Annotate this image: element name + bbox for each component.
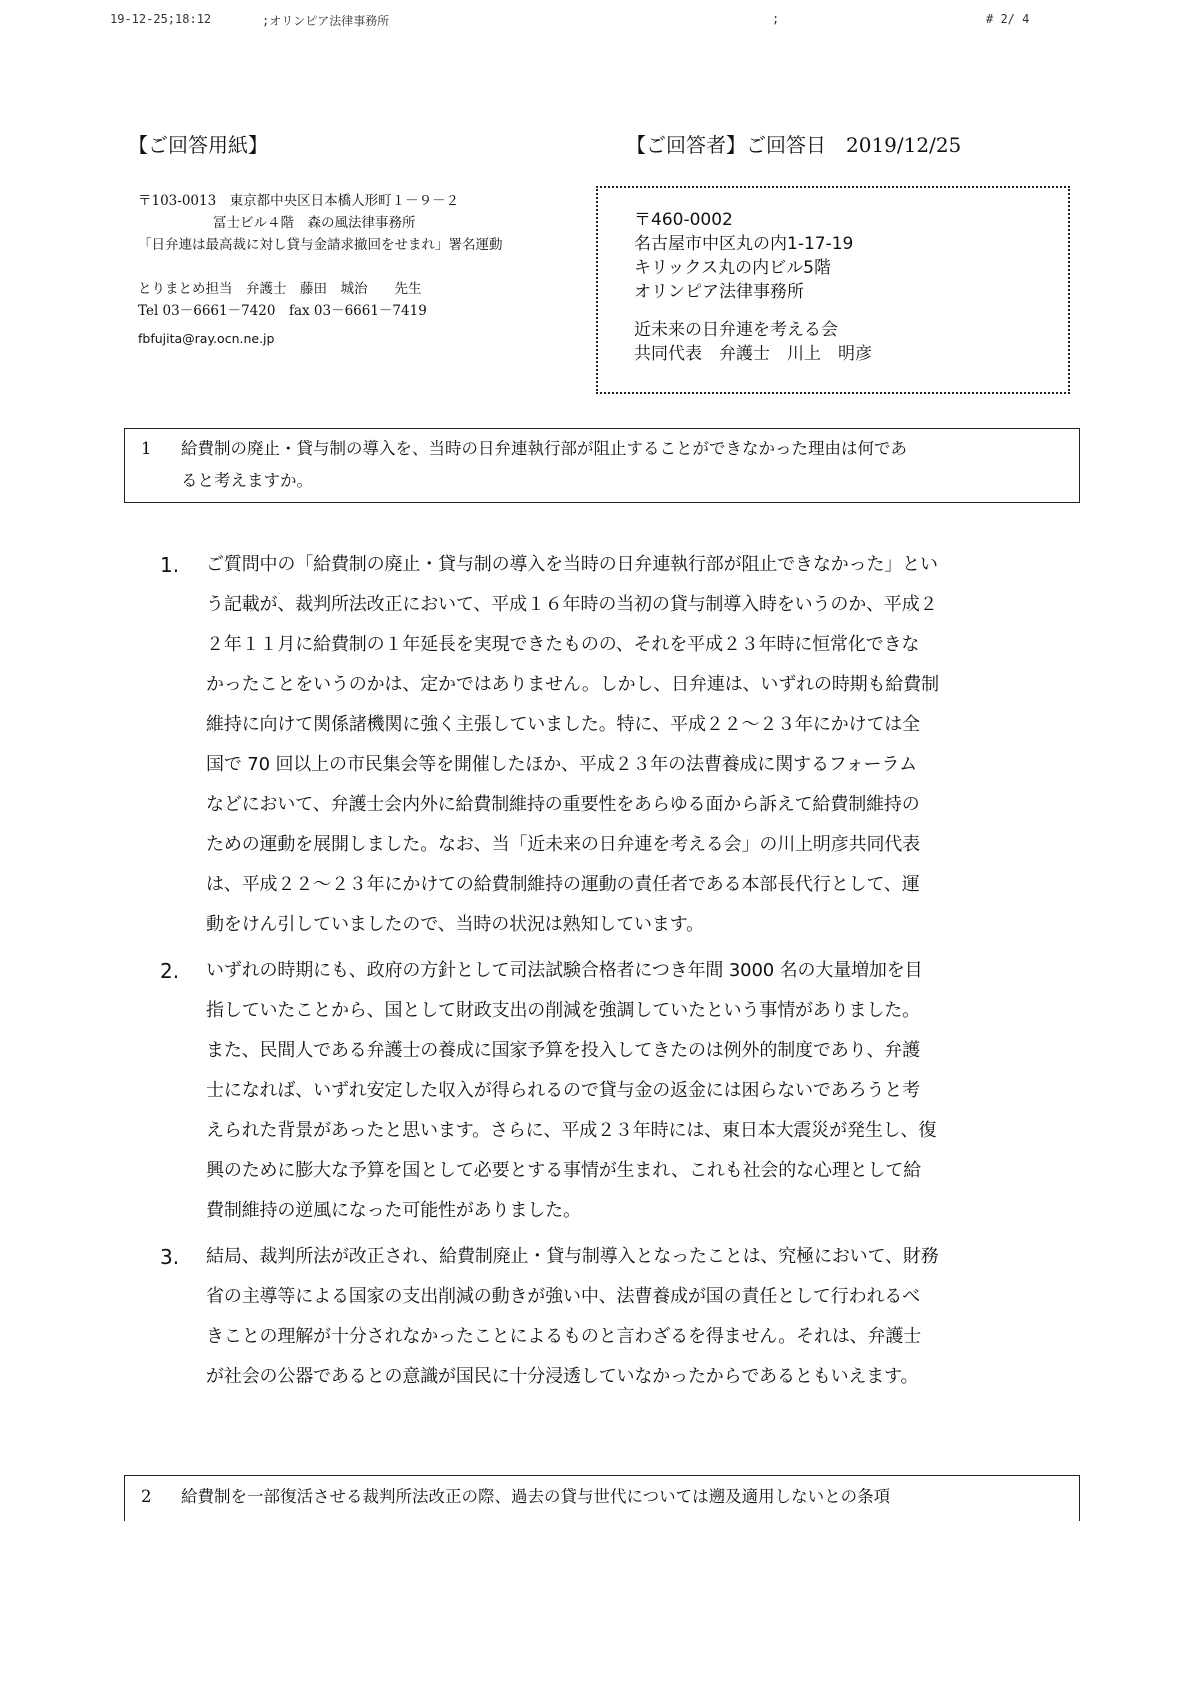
- answer-line: 指していたことから、国として財政支出の削減を強調していたという事情がありました。: [206, 1000, 920, 1021]
- answer-line: 結局、裁判所法が改正され、給費制廃止・貸与制導入となったことは、究極において、財務: [206, 1246, 939, 1267]
- answer-number: 1.: [160, 553, 180, 577]
- respondent-address: 名古屋市中区丸の内1-17-19: [634, 234, 854, 254]
- fax-page-number: # 2/ 4: [986, 12, 1030, 26]
- sender-email: fbfujita@ray.ocn.ne.jp: [138, 331, 275, 346]
- answer-line: が社会の公器であるとの意識が国民に十分浸透していなかったからであるともいえます。: [206, 1366, 919, 1387]
- sender-phone-fax: Tel 03－6661－7420 fax 03－6661－7419: [138, 303, 427, 319]
- answer-line: えられた背景があったと思います。さらに、平成２３年時には、東日本大震災が発生し、復: [206, 1120, 937, 1141]
- respondent-firm: オリンピア法律事務所: [634, 282, 804, 302]
- answer-line: ための運動を展開しました。なお、当「近未来の日弁連を考える会」の川上明彦共同代表: [206, 834, 920, 855]
- question-number: 1: [141, 439, 152, 458]
- respondent-building: キリックス丸の内ビル5階: [634, 258, 831, 278]
- answer-line: ２年１１月に給費制の１年延長を実現できたものの、それを平成２３年時に恒常化できな: [206, 634, 920, 655]
- answer-line: かったことをいうのかは、定かではありません。しかし、日弁連は、いずれの時期も給費制: [206, 674, 939, 695]
- answer-line: きことの理解が十分されなかったことによるものと言わざるを得ません。それは、弁護士: [206, 1326, 922, 1347]
- sender-contact-person: とりまとめ担当 弁護士 藤田 城治 先生: [138, 281, 422, 297]
- answer-line: 士になれば、いずれ安定した収入が得られるので貸与金の返金には困らないであろうと考: [206, 1080, 920, 1101]
- question-text: 給費制の廃止・貸与制の導入を、当時の日弁連執行部が阻止することができなかった理由は何であ: [181, 439, 907, 458]
- answer-number: 2.: [160, 959, 180, 983]
- question-text: ると考えますか。: [181, 471, 313, 490]
- answer-line: は、平成２２～２３年にかけての給費制維持の運動の責任者である本部長代行として、運: [206, 874, 920, 895]
- question-1-box: [124, 428, 1080, 503]
- answer-item: [160, 545, 1080, 945]
- answer-item: [160, 1237, 1080, 1397]
- answer-line: 維持に向けて関係諸機関に強く主張していました。特に、平成２２～２３年にかけては全: [206, 714, 920, 735]
- answer-item: [160, 951, 1080, 1231]
- fax-datetime: 19-12-25;18:12: [110, 12, 212, 26]
- answer-line: ご質問中の「給費制の廃止・貸与制の導入を当時の日弁連執行部が阻止できなかった」とい: [206, 554, 938, 575]
- answer-line: また、民間人である弁護士の養成に国家予算を投入してきたのは例外的制度であり、弁護: [206, 1040, 920, 1061]
- sender-block: [138, 190, 608, 350]
- fax-header: [0, 12, 1189, 34]
- respondent-organization: 近未来の日弁連を考える会: [634, 320, 838, 340]
- respondent-box: [596, 186, 1070, 394]
- form-title-right: 【ご回答者】ご回答日 2019/12/25: [626, 133, 962, 157]
- answer-number: 3.: [160, 1245, 180, 1269]
- question-text: 給費制を一部復活させる裁判所法改正の際、過去の貸与世代については遡及適用しないとの条項: [181, 1487, 891, 1506]
- question-2-box: [124, 1475, 1080, 1521]
- answer-line: いずれの時期にも、政府の方針として司法試験合格者につき年間 3000 名の大量増加を目: [206, 960, 923, 981]
- answer-line: 興のために膨大な予算を国として必要とする事情が生まれ、これも社会的な心理として給: [206, 1160, 922, 1181]
- fax-sender: ;オリンピア法律事務所: [262, 14, 390, 28]
- answer-line: 国で 70 回以上の市民集会等を開催したほか、平成２３年の法曹養成に関するフォーラム: [206, 754, 917, 775]
- answer-line: う記載が、裁判所法改正において、平成１６年時の当初の貸与制導入時をいうのか、平成２: [206, 594, 938, 615]
- answer-line: などにおいて、弁護士会内外に給費制維持の重要性をあらゆる面から訴えて給費制維持の: [206, 794, 920, 815]
- answer-line: 費制維持の逆風になった可能性がありました。: [206, 1200, 581, 1221]
- form-title-left: 【ご回答用紙】: [128, 133, 268, 157]
- question-number: 2: [141, 1487, 152, 1506]
- sender-campaign: 「日弁連は最高裁に対し貸与金請求撤回をせまれ」署名運動: [138, 237, 503, 253]
- sender-building: 冨士ビル４階 森の風法律事務所: [213, 215, 416, 231]
- answer-list: [160, 545, 1080, 1403]
- answer-line: 動をけん引していましたので、当時の状況は熟知しています。: [206, 914, 704, 935]
- answer-line: 省の主導等による国家の支出削減の動きが強い中、法曹養成が国の責任として行われるべ: [206, 1286, 920, 1307]
- sender-address: 〒103-0013 東京都中央区日本橋人形町１－９－２: [138, 193, 460, 209]
- respondent-representative: 共同代表 弁護士 川上 明彦: [634, 344, 872, 364]
- fax-separator: ;: [772, 12, 780, 26]
- respondent-postal-code: 〒460-0002: [634, 210, 733, 230]
